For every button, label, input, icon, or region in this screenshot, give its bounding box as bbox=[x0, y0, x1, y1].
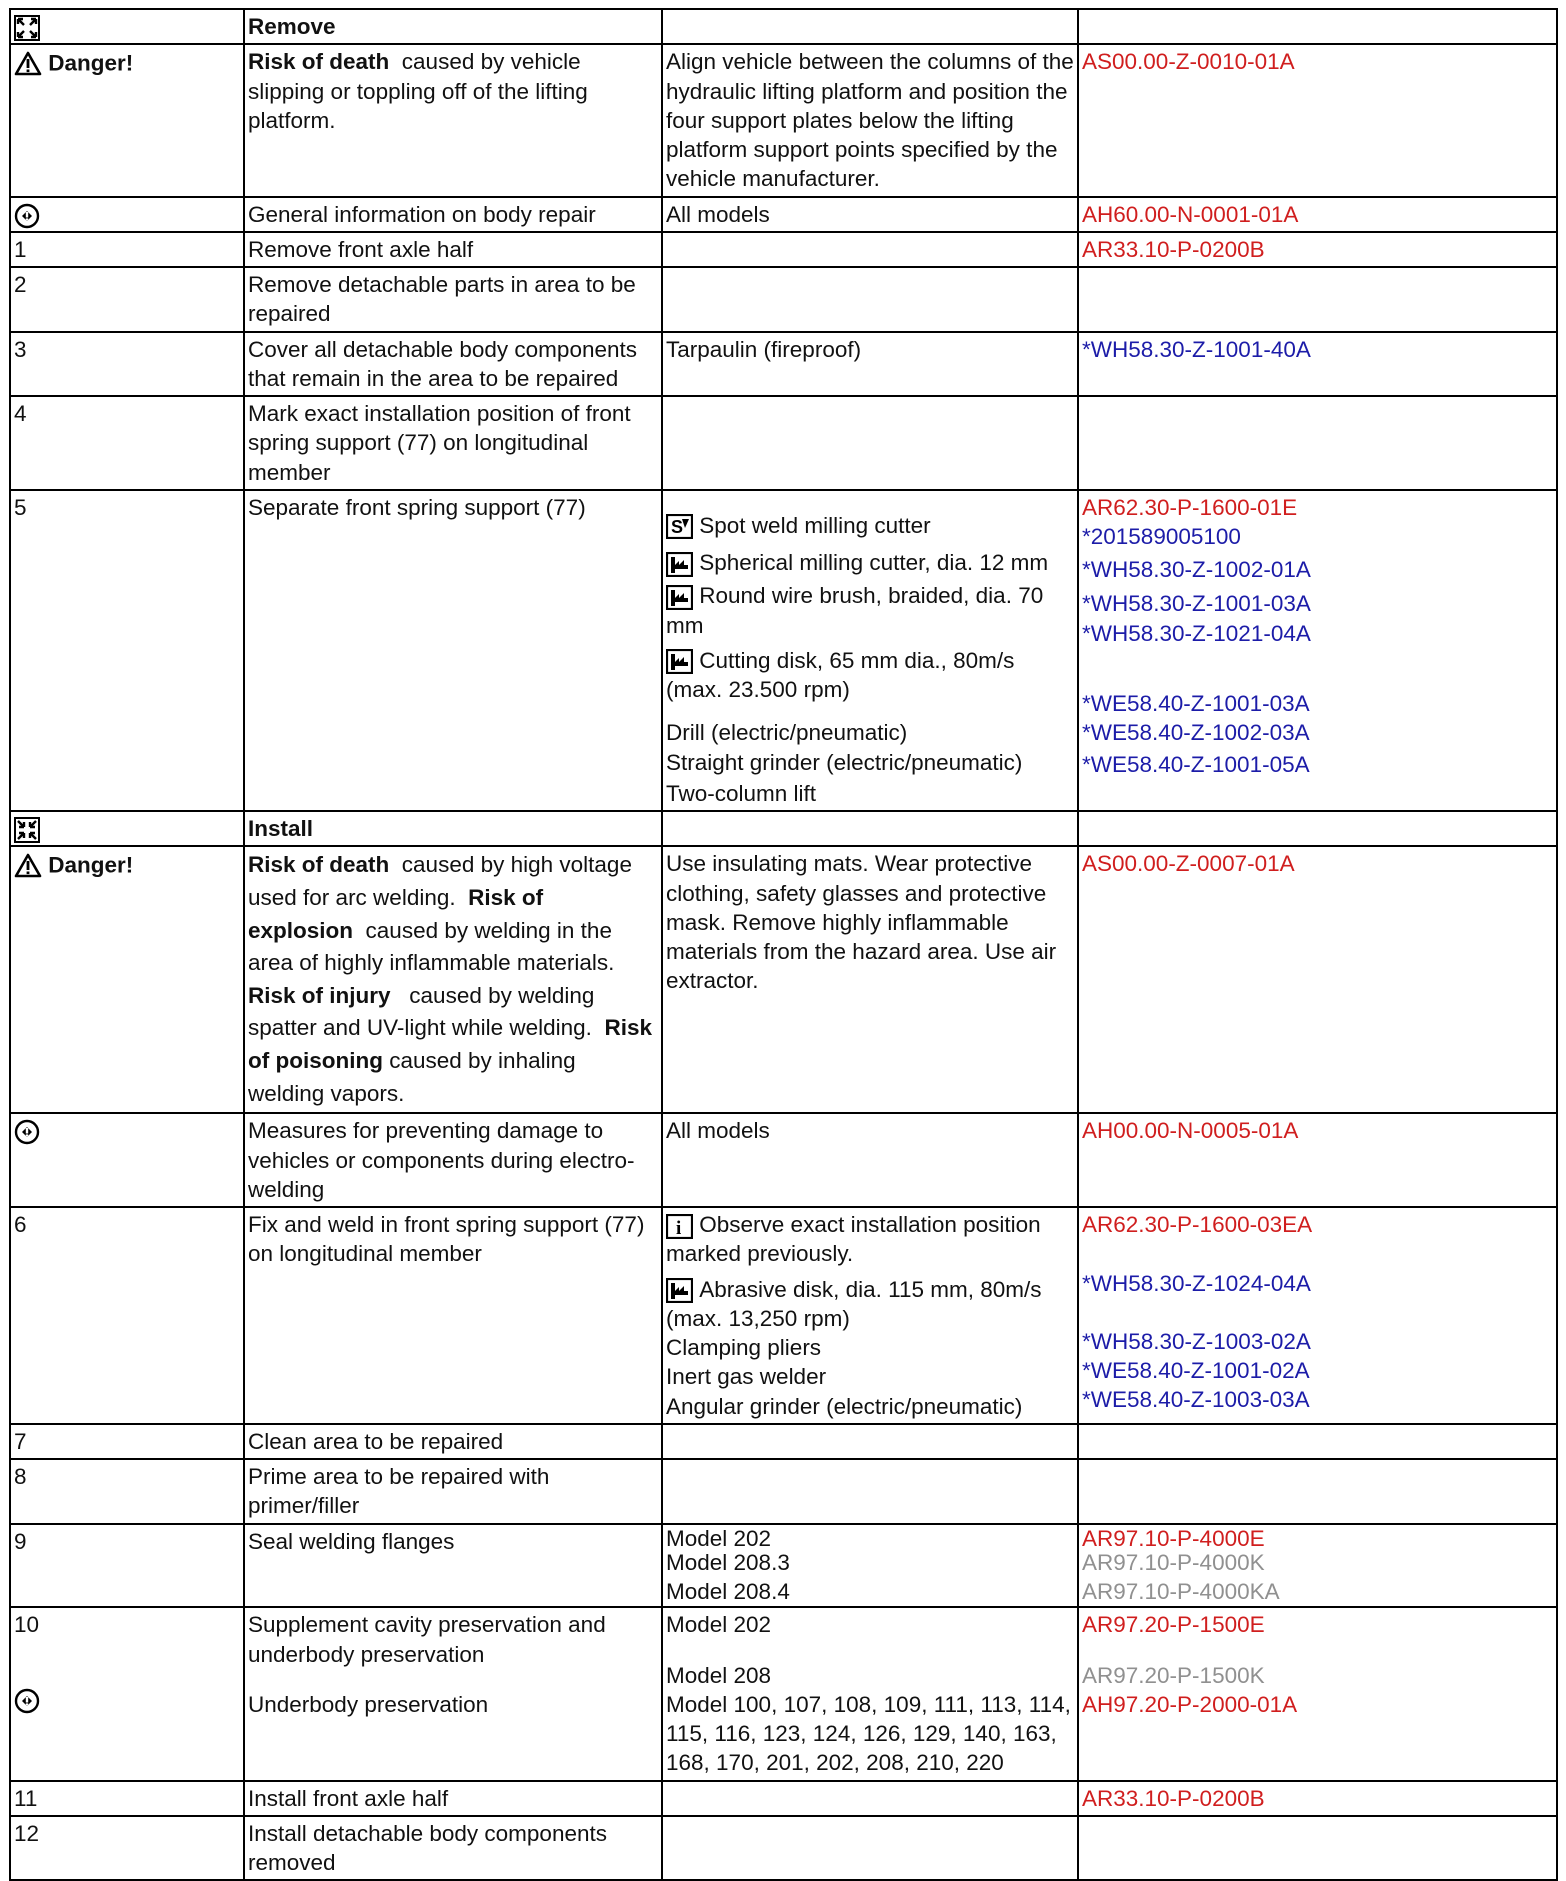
step-row bbox=[10, 1607, 1557, 1780]
tool-ref-link[interactable]: *WH58.30-Z-1001-03A bbox=[1082, 590, 1311, 616]
danger-label: Danger! bbox=[48, 50, 134, 76]
warning-icon bbox=[14, 51, 42, 76]
tool-label: Spherical milling cutter, dia. 12 mm bbox=[699, 550, 1049, 575]
step-ref-link[interactable]: AR97.20-P-1500E bbox=[1082, 1612, 1265, 1638]
step-row bbox=[10, 1207, 1557, 1424]
step-number: 2 bbox=[10, 267, 244, 332]
step-number-cell bbox=[10, 1607, 244, 1780]
model-list bbox=[662, 1607, 1078, 1780]
step-number: 1 bbox=[10, 232, 244, 267]
step-row bbox=[10, 267, 1557, 332]
step-number: 11 bbox=[10, 1781, 244, 1816]
step-row bbox=[10, 232, 1557, 267]
tool-icon bbox=[666, 1278, 693, 1303]
danger-measure: Use insulating mats. Wear protective clothing, safety glasses and protective mask. Remove highly inflammable materials from the hazard area. Use air extractor. bbox=[662, 846, 1078, 1113]
step-number: 12 bbox=[10, 1816, 244, 1881]
note-icon bbox=[14, 1688, 40, 1714]
danger-row bbox=[10, 44, 1557, 196]
step-ref-link[interactable]: AR62.30-P-1600-01E bbox=[1082, 494, 1298, 520]
step-ref-link[interactable]: AR97.10-P-4000KA bbox=[1082, 1579, 1280, 1605]
tool-label: Inert gas welder bbox=[666, 1364, 827, 1390]
section-title-install: Install bbox=[244, 811, 662, 846]
tool-label: Straight grinder (electric/pneumatic) bbox=[666, 749, 1023, 775]
note-row bbox=[10, 1113, 1557, 1207]
note-text: General information on body repair bbox=[244, 197, 662, 232]
tool-icon bbox=[666, 552, 693, 577]
danger-label: Danger! bbox=[48, 852, 134, 878]
tool-label: Two-column lift bbox=[666, 780, 817, 806]
note-icon bbox=[14, 203, 40, 229]
danger-measure: Align vehicle between the columns of the hydraulic lifting platform and position the four support plates below the lifting platform support points specified by the vehicle manufacturer. bbox=[662, 44, 1078, 196]
step-text: Remove detachable parts in area to be repaired bbox=[244, 267, 662, 332]
disassemble-icon bbox=[14, 15, 40, 41]
step-text: Separate front spring support (77) bbox=[244, 490, 662, 811]
step-text: Mark exact installation position of front spring support (77) on longitudinal member bbox=[244, 396, 662, 490]
note-icon bbox=[14, 1119, 40, 1145]
step-row bbox=[10, 1459, 1557, 1524]
model-label: Model 208.3 bbox=[666, 1549, 790, 1575]
step-text: Clean area to be repaired bbox=[244, 1424, 662, 1459]
step-text: Cover all detachable body components that remain in the area to be repaired bbox=[244, 332, 662, 397]
step-text: Fix and weld in front spring support (77) on longitudinal member bbox=[244, 1207, 662, 1424]
tool-icon bbox=[666, 649, 693, 674]
tool-ref-link[interactable]: *WH58.30-Z-1001-40A bbox=[1078, 332, 1557, 397]
danger-label-cell bbox=[10, 846, 244, 1113]
step-tool: Tarpaulin (fireproof) bbox=[662, 332, 1078, 397]
note-ref-link[interactable]: AH00.00-N-0005-01A bbox=[1078, 1113, 1557, 1207]
tool-ref-link[interactable]: *WE58.40-Z-1001-03A bbox=[1082, 691, 1310, 716]
step-ref-link[interactable]: AR33.10-P-0200B bbox=[1078, 232, 1557, 267]
danger-description: Risk of death caused by vehicle slipping or toppling off of the lifting platform. bbox=[244, 44, 662, 196]
step-ref-link[interactable]: AR97.10-P-4000E bbox=[1082, 1525, 1265, 1551]
tool-list bbox=[662, 1207, 1078, 1424]
step-text: Supplement cavity preservation and underbody preservation bbox=[248, 1612, 606, 1667]
step-number: 8 bbox=[10, 1459, 244, 1524]
tool-label: Cutting disk, 65 mm dia., 80m/s bbox=[699, 647, 1015, 673]
tool-ref-link[interactable]: *WH58.30-Z-1003-02A bbox=[1082, 1328, 1311, 1354]
note-text: Underbody preservation bbox=[248, 1691, 489, 1717]
tool-ref-link[interactable]: *WE58.40-Z-1001-05A bbox=[1082, 751, 1310, 777]
assemble-icon bbox=[14, 817, 40, 843]
tool-icon bbox=[666, 585, 693, 610]
step-row bbox=[10, 1524, 1557, 1608]
tool-label: Round wire brush, braided, dia. 70 mm bbox=[666, 583, 1044, 638]
step-row bbox=[10, 332, 1557, 397]
svg-text:S: S bbox=[671, 517, 684, 538]
step-text: Install detachable body components removed bbox=[244, 1816, 662, 1881]
step-number: 5 bbox=[10, 490, 244, 811]
install-header-row bbox=[10, 811, 1557, 846]
danger-row bbox=[10, 846, 1557, 1113]
step-number: 10 bbox=[14, 1612, 40, 1638]
special-tool-icon bbox=[666, 514, 693, 539]
remove-header-row bbox=[10, 9, 1557, 44]
repair-procedure-table bbox=[9, 8, 1558, 1881]
danger-ref-link[interactable]: AS00.00-Z-0007-01A bbox=[1078, 846, 1557, 1113]
step-number: 7 bbox=[10, 1424, 244, 1459]
step-row bbox=[10, 490, 1557, 811]
step-text: Seal welding flanges bbox=[244, 1524, 662, 1608]
step-text: Prime area to be repaired with primer/filler bbox=[244, 1459, 662, 1524]
ref-list bbox=[1078, 1207, 1557, 1424]
step-row bbox=[10, 396, 1557, 490]
tool-label: Clamping pliers bbox=[666, 1335, 822, 1360]
tool-ref-link[interactable]: *WH58.30-Z-1002-01A bbox=[1082, 557, 1311, 583]
note-ref-link[interactable]: AH97.20-P-2000-01A bbox=[1082, 1691, 1298, 1717]
step-ref-link[interactable]: AR97.10-P-4000K bbox=[1082, 1549, 1265, 1575]
tool-label: (max. 23.500 rpm) bbox=[666, 677, 850, 702]
danger-ref-link[interactable]: AS00.00-Z-0010-01A bbox=[1078, 44, 1557, 196]
info-text: Observe exact installation position marked previously. bbox=[666, 1212, 1041, 1267]
tool-ref-link[interactable]: *WE58.40-Z-1002-03A bbox=[1082, 720, 1310, 746]
tool-ref-link[interactable]: *WE58.40-Z-1001-02A bbox=[1082, 1357, 1310, 1383]
svg-text:i: i bbox=[676, 1217, 682, 1239]
step-text: Remove front axle half bbox=[244, 232, 662, 267]
note-models: Model 100, 107, 108, 109, 111, 113, 114, 115, 116, 123, 124, 126, 129, 140, 163, 168, 170, 201, 202, 208, 210, 220 bbox=[666, 1691, 1071, 1776]
step-number: 9 bbox=[10, 1524, 244, 1608]
note-models: All models bbox=[662, 1113, 1078, 1207]
step-ref-link[interactable]: AR62.30-P-1600-03EA bbox=[1082, 1212, 1313, 1237]
model-list bbox=[662, 1524, 1078, 1608]
tool-label: Abrasive disk, dia. 115 mm, 80m/s bbox=[699, 1276, 1042, 1302]
model-label: Model 202 bbox=[666, 1525, 772, 1551]
section-title-remove: Remove bbox=[244, 9, 662, 44]
ref-list bbox=[1078, 1524, 1557, 1608]
step-ref-link[interactable]: AR97.20-P-1500K bbox=[1082, 1662, 1265, 1688]
tool-list bbox=[662, 490, 1078, 811]
note-row bbox=[10, 197, 1557, 232]
step-number: 4 bbox=[10, 396, 244, 490]
step-text: Install front axle half bbox=[244, 1781, 662, 1816]
warning-icon bbox=[14, 853, 42, 878]
tool-label: Angular grinder (electric/pneumatic) bbox=[666, 1393, 1023, 1419]
tool-ref-link[interactable]: *WE58.40-Z-1003-03A bbox=[1082, 1387, 1310, 1412]
note-ref-link[interactable]: AH60.00-N-0001-01A bbox=[1078, 197, 1557, 232]
step-row bbox=[10, 1781, 1557, 1816]
danger-description: Risk of death caused by high voltage used for arc welding. Risk of explosion caused by welding in the area of highly inflammable materials. Risk of injury caused by welding spatter and UV-light while welding. Risk of poisoning caused by inhaling welding vapors. bbox=[244, 846, 662, 1113]
tool-label: Drill (electric/pneumatic) bbox=[666, 720, 908, 746]
danger-label-cell bbox=[10, 44, 244, 196]
model-label: Model 208.4 bbox=[666, 1579, 790, 1605]
symbol-cell bbox=[10, 9, 244, 44]
ref-list bbox=[1078, 1607, 1557, 1780]
tool-ref-link[interactable]: *WH58.30-Z-1024-04A bbox=[1082, 1271, 1311, 1297]
step-ref-link[interactable]: AR33.10-P-0200B bbox=[1078, 1781, 1557, 1816]
info-icon bbox=[666, 1214, 693, 1239]
step-number: 6 bbox=[10, 1207, 244, 1424]
step-text-cell bbox=[244, 1607, 662, 1780]
tool-label: Spot weld milling cutter bbox=[699, 512, 931, 538]
note-text: Measures for preventing damage to vehicles or components during electro-welding bbox=[244, 1113, 662, 1207]
tool-label: (max. 13,250 rpm) bbox=[666, 1305, 850, 1331]
tool-ref-link[interactable]: *201589005100 bbox=[1082, 524, 1241, 549]
tool-ref-link[interactable]: *WH58.30-Z-1021-04A bbox=[1082, 620, 1311, 646]
model-label: Model 202 bbox=[666, 1612, 772, 1638]
model-label: Model 208 bbox=[666, 1662, 772, 1688]
ref-list bbox=[1078, 490, 1557, 811]
step-row bbox=[10, 1424, 1557, 1459]
step-row bbox=[10, 1816, 1557, 1881]
step-number: 3 bbox=[10, 332, 244, 397]
note-models: All models bbox=[662, 197, 1078, 232]
